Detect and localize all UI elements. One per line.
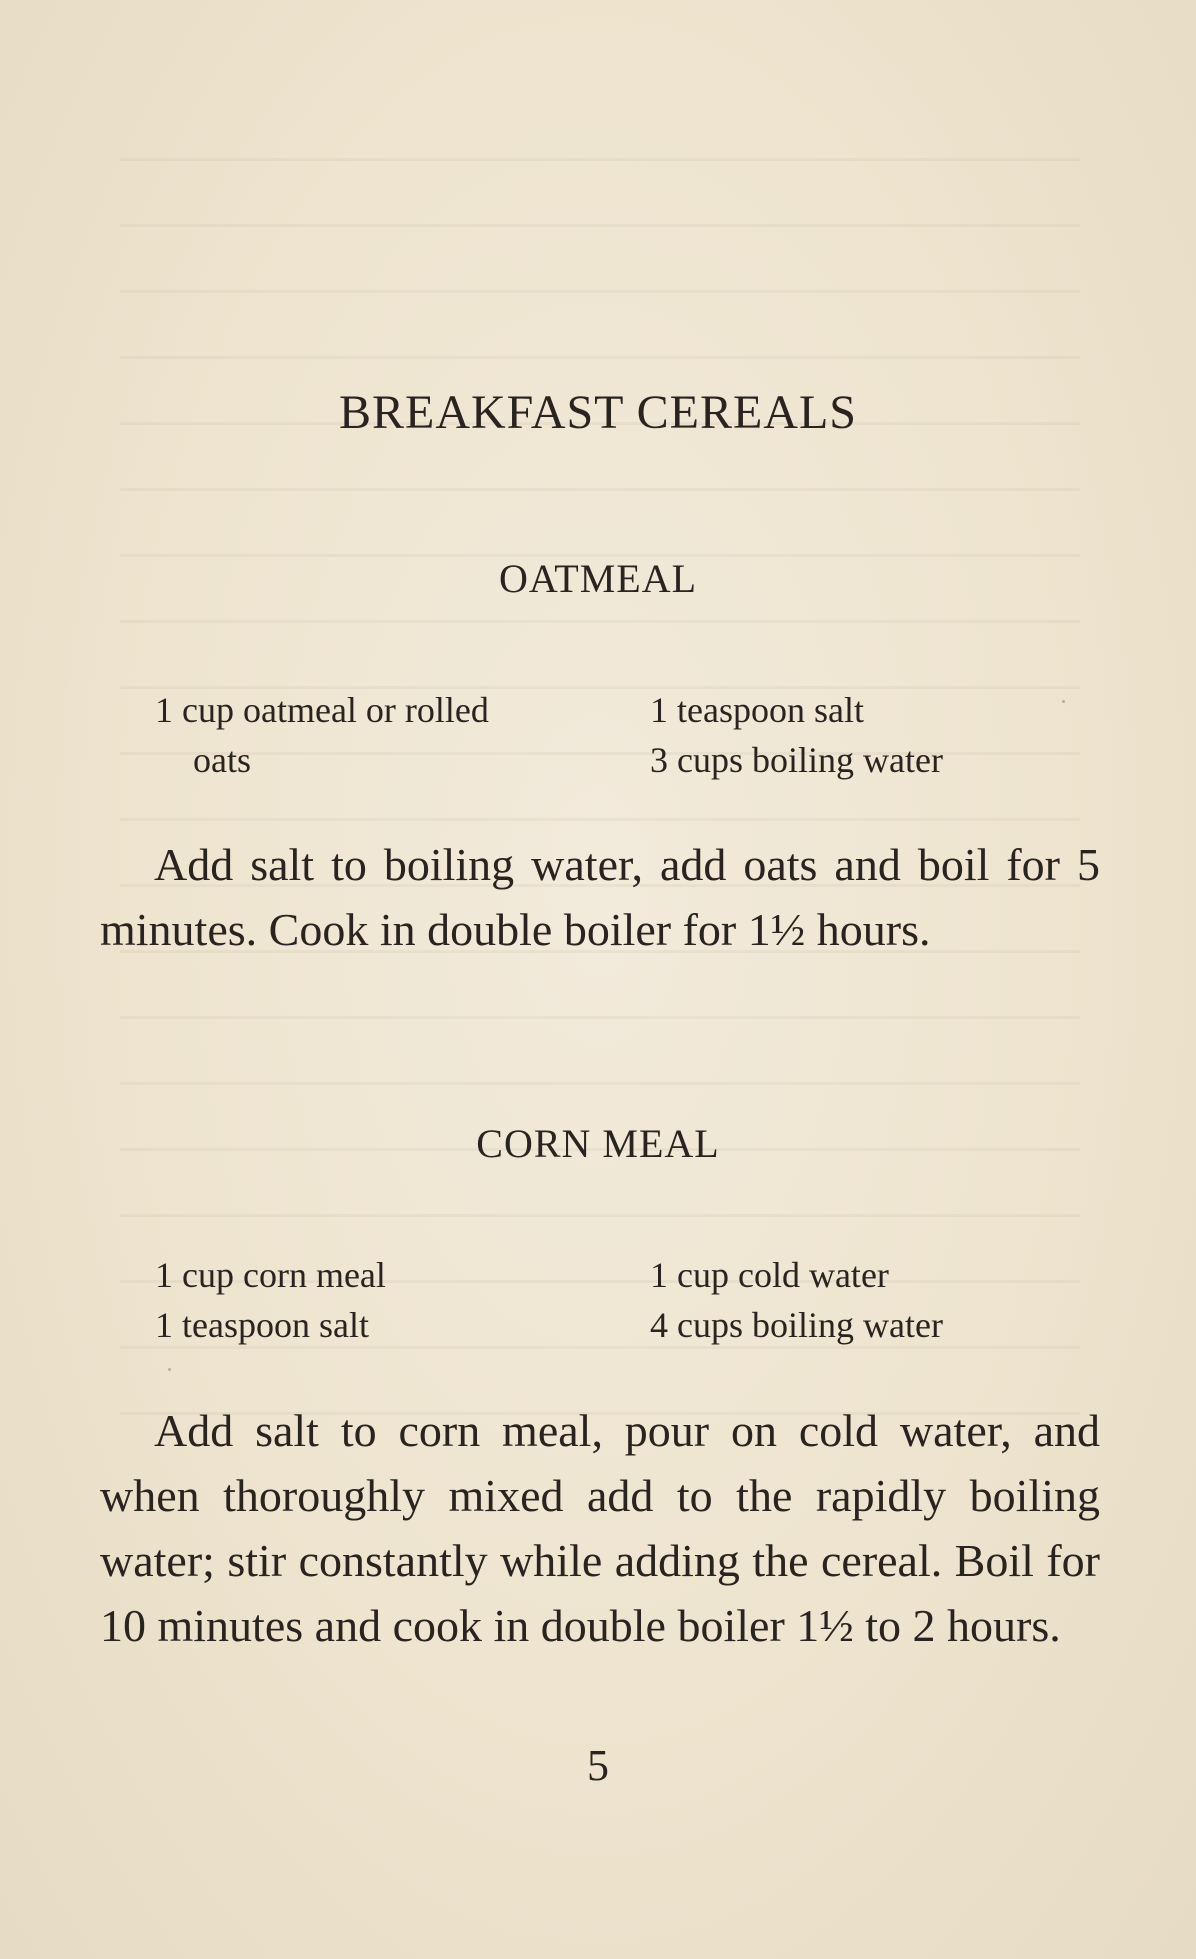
ingredients-right-column	[650, 1250, 1070, 1350]
recipe-title-corn-meal: CORN MEAL	[476, 1121, 720, 1166]
chapter-title: BREAKFAST CEREALS	[339, 386, 857, 439]
page-number: 5	[587, 1741, 609, 1790]
instructions-corn-meal: Add salt to corn meal, pour on cold water, and when thoroughly mixed add to the rapidly boiling water; stir constantly while adding the cereal. Boil for 10 minutes and cook in double boiler 1½ to 2 hours.	[100, 1405, 1100, 1651]
instructions-oatmeal: Add salt to boiling water, add oats and boil for 5 minutes. Cook in double boiler for 1½ hours.	[100, 839, 1100, 955]
ingredients-corn-meal	[155, 1250, 1055, 1370]
ingredients-right-column	[650, 685, 1070, 785]
ingredients-left-column	[155, 685, 615, 785]
ingredients-oatmeal	[155, 685, 1055, 805]
ingredient-line: oats	[193, 740, 251, 780]
ingredient-line: 1 teaspoon salt	[650, 690, 864, 730]
ingredient-line: 1 cup corn meal	[155, 1255, 386, 1295]
ingredient-line: 4 cups boiling water	[650, 1305, 943, 1345]
ingredients-left-column	[155, 1250, 615, 1350]
ingredient-line: 1 teaspoon salt	[155, 1305, 369, 1345]
ingredient-line: 1 cup oatmeal or rolled	[155, 690, 489, 730]
ingredient-line: 3 cups boiling water	[650, 740, 943, 780]
ingredient-line: 1 cup cold water	[650, 1255, 889, 1295]
recipe-title-oatmeal: OATMEAL	[498, 556, 698, 601]
